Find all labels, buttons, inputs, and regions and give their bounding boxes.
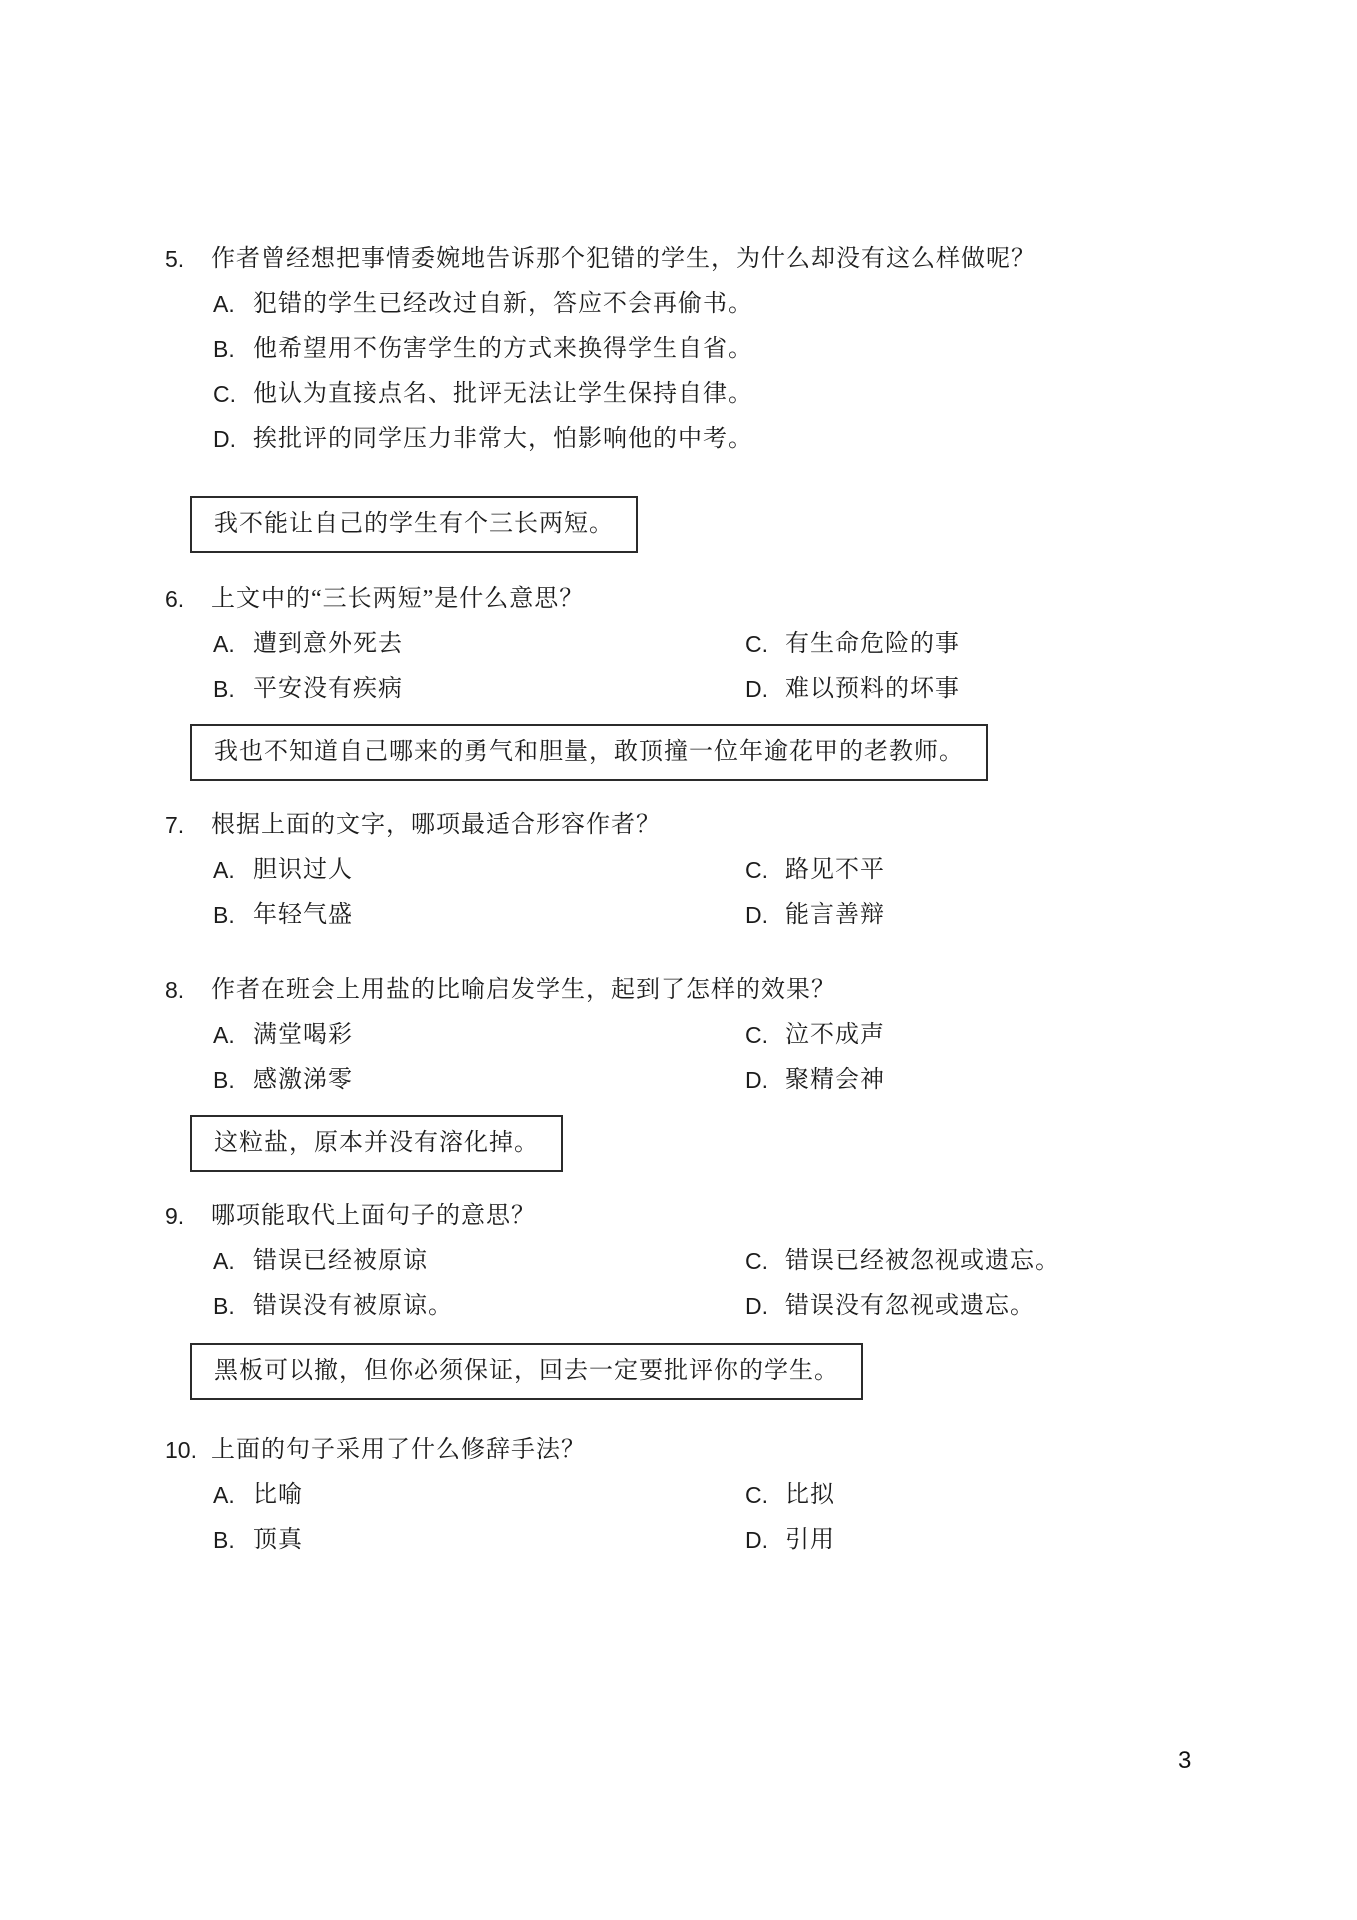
option-text: 难以预料的坏事 (785, 676, 960, 702)
option-b (213, 1518, 745, 1563)
question-7 (165, 803, 1277, 938)
option-label: B. (213, 1293, 235, 1319)
option-c (745, 1013, 1277, 1058)
option-label: C. (745, 631, 768, 657)
question-number: 6. (165, 586, 185, 612)
option-text: 错误没有被原谅。 (253, 1293, 453, 1319)
option-text: 错误已经被原谅 (253, 1248, 428, 1274)
option-label: B. (213, 676, 235, 702)
option-label: A. (213, 631, 235, 657)
option-text: 顶真 (253, 1527, 303, 1553)
question-6-line (165, 577, 1277, 622)
option-b (213, 1058, 745, 1103)
option-c (213, 372, 1277, 417)
option-c (745, 1239, 1277, 1284)
option-label: D. (213, 426, 236, 452)
option-text: 感激涕零 (253, 1067, 353, 1093)
question-7-options (165, 848, 1277, 938)
question-text: 上面的句子采用了什么修辞手法？ (211, 1437, 586, 1463)
quote-box-q9: 这粒盐，原本并没有溶化掉。 (190, 1115, 563, 1172)
option-text: 遭到意外死去 (253, 631, 403, 657)
option-c (745, 848, 1277, 893)
option-label: A. (213, 857, 235, 883)
options-right-column (745, 1473, 1277, 1563)
option-label: C. (745, 1248, 768, 1274)
option-d (745, 1518, 1277, 1563)
option-text: 平安没有疾病 (253, 676, 403, 702)
option-label: D. (745, 1293, 768, 1319)
quote-box-q10: 黑板可以撤，但你必须保证，回去一定要批评你的学生。 (190, 1343, 863, 1400)
option-label: B. (213, 1067, 235, 1093)
option-label: C. (745, 1022, 768, 1048)
option-text: 有生命危险的事 (785, 631, 960, 657)
question-text: 哪项能取代上面句子的意思？ (211, 1203, 536, 1229)
option-a (213, 1239, 745, 1284)
options-right-column (745, 1013, 1277, 1103)
question-text: 作者曾经想把事情委婉地告诉那个犯错的学生，为什么却没有这么样做呢？ (211, 246, 1036, 272)
options-left-column (213, 1473, 745, 1563)
option-a (213, 282, 1277, 327)
option-label: B. (213, 902, 235, 928)
option-text: 错误没有忽视或遗忘。 (785, 1293, 1035, 1319)
option-label: C. (745, 1482, 768, 1508)
page-number: 3 (1178, 1747, 1192, 1774)
option-label: D. (745, 676, 768, 702)
question-number: 5. (165, 246, 185, 272)
options-left-column (213, 622, 745, 712)
quote-box-q6: 我不能让自己的学生有个三长两短。 (190, 496, 638, 553)
option-label: B. (213, 336, 235, 362)
question-5-line (165, 237, 1277, 282)
option-text: 他希望用不伤害学生的方式来换得学生自省。 (253, 336, 753, 362)
option-b (213, 327, 1277, 372)
options-left-column (213, 1013, 745, 1103)
option-label: A. (213, 1022, 235, 1048)
question-number: 7. (165, 812, 185, 838)
question-6 (165, 577, 1277, 712)
option-text: 他认为直接点名、批评无法让学生保持自律。 (253, 381, 753, 407)
option-text: 泣不成声 (785, 1022, 885, 1048)
option-label: D. (745, 902, 768, 928)
option-label: A. (213, 1482, 235, 1508)
question-text: 作者在班会上用盐的比喻启发学生，起到了怎样的效果？ (211, 977, 836, 1003)
question-8-line (165, 968, 1277, 1013)
options-right-column (745, 1239, 1277, 1329)
question-10 (165, 1428, 1277, 1563)
question-9-options (165, 1239, 1277, 1329)
question-text: 上文中的“三长两短”是什么意思？ (211, 586, 585, 612)
option-text: 年轻气盛 (253, 902, 353, 928)
option-c (745, 622, 1277, 667)
question-10-line (165, 1428, 1277, 1473)
question-number: 10. (165, 1437, 197, 1463)
question-8-options (165, 1013, 1277, 1103)
option-b (213, 893, 745, 938)
option-b (213, 1284, 745, 1329)
option-text: 能言善辩 (785, 902, 885, 928)
option-text: 路见不平 (785, 857, 885, 883)
question-6-options (165, 622, 1277, 712)
option-text: 比拟 (785, 1482, 835, 1508)
question-5-options (165, 282, 1277, 462)
option-text: 犯错的学生已经改过自新，答应不会再偷书。 (253, 291, 753, 317)
question-7-line (165, 803, 1277, 848)
question-8 (165, 968, 1277, 1103)
options-left-column (213, 1239, 745, 1329)
option-d (213, 417, 1277, 462)
option-label: D. (745, 1067, 768, 1093)
question-5 (165, 237, 1277, 462)
options-left-column (213, 848, 745, 938)
option-text: 比喻 (253, 1482, 303, 1508)
option-d (745, 893, 1277, 938)
option-text: 胆识过人 (253, 857, 353, 883)
quote-box-q7: 我也不知道自己哪来的勇气和胆量，敢顶撞一位年逾花甲的老教师。 (190, 724, 988, 781)
option-d (745, 1058, 1277, 1103)
option-text: 满堂喝彩 (253, 1022, 353, 1048)
option-b (213, 667, 745, 712)
options-right-column (745, 622, 1277, 712)
option-a (213, 848, 745, 893)
option-a (213, 1473, 745, 1518)
question-9 (165, 1194, 1277, 1329)
option-text: 聚精会神 (785, 1067, 885, 1093)
option-text: 引用 (785, 1527, 835, 1553)
option-label: C. (745, 857, 768, 883)
question-number: 8. (165, 977, 185, 1003)
option-text: 挨批评的同学压力非常大，怕影响他的中考。 (253, 426, 753, 452)
question-text: 根据上面的文字，哪项最适合形容作者？ (211, 812, 661, 838)
option-d (745, 1284, 1277, 1329)
option-label: C. (213, 381, 236, 407)
option-label: B. (213, 1527, 235, 1553)
options-right-column (745, 848, 1277, 938)
option-a (213, 1013, 745, 1058)
question-number: 9. (165, 1203, 185, 1229)
question-9-line (165, 1194, 1277, 1239)
option-label: A. (213, 1248, 235, 1274)
option-d (745, 667, 1277, 712)
option-text: 错误已经被忽视或遗忘。 (785, 1248, 1060, 1274)
option-label: D. (745, 1527, 768, 1553)
option-c (745, 1473, 1277, 1518)
option-a (213, 622, 745, 667)
question-10-options (165, 1473, 1277, 1563)
option-label: A. (213, 291, 235, 317)
